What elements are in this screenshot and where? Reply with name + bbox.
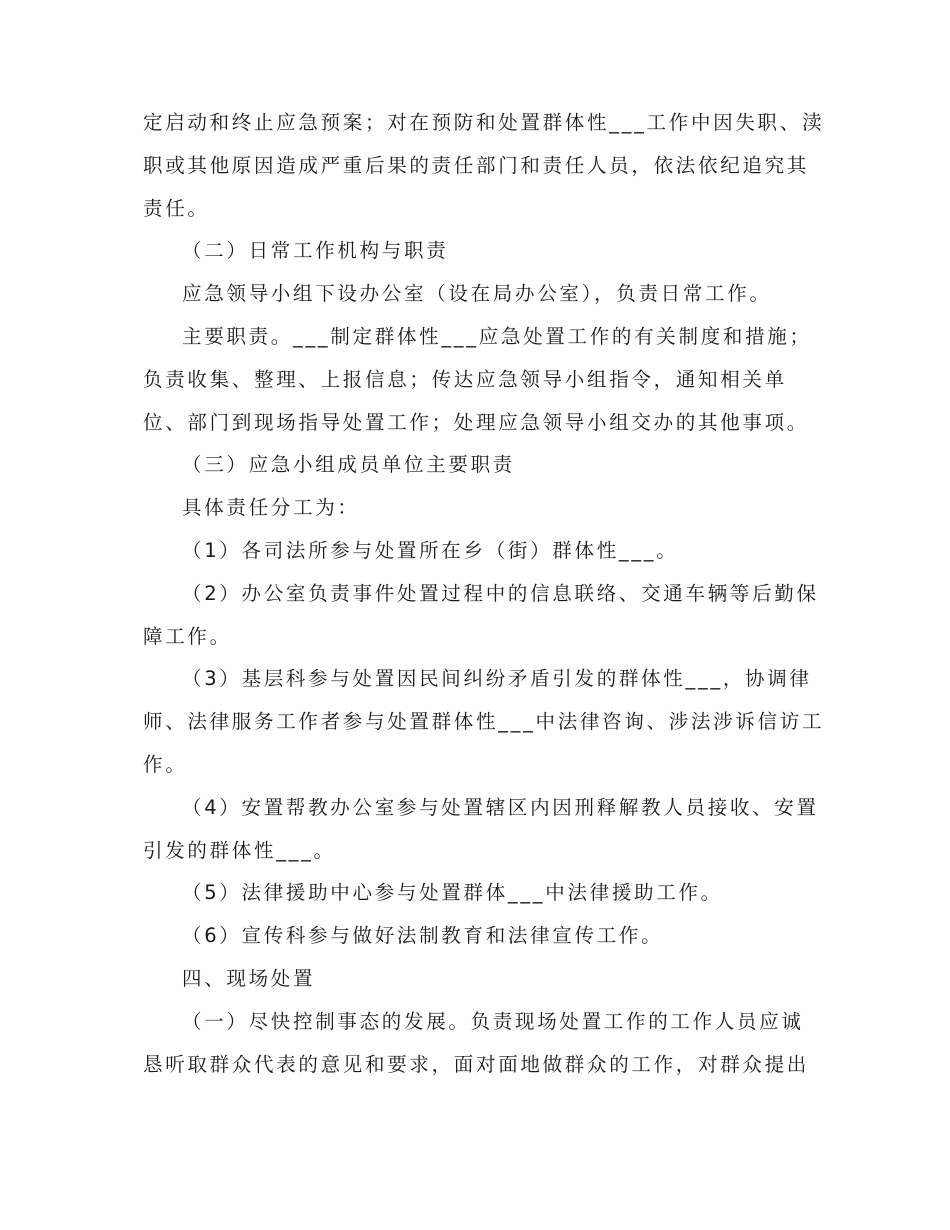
document-body (143, 102, 825, 1086)
text-line: （6）宣传科参与做好法制教育和法律宣传工作。 (182, 924, 664, 948)
text-line: 负责收集、整理、上报信息；传达应急领导小组指令，通知相关单 (143, 367, 787, 391)
text-line: （二）日常工作机构与职责 (182, 239, 449, 263)
text-line: 师、法律服务工作者参与处置群体性___中法律咨询、涉法涉诉信访工 (143, 710, 825, 734)
text-line: 四、现场处置 (182, 966, 316, 990)
section-heading (143, 444, 813, 487)
list-item (143, 787, 819, 873)
text-line: （一）尽快控制事态的发展。负责现场处置工作的工作人员应诚 (182, 1009, 804, 1033)
paragraph (143, 1001, 813, 1087)
text-line: 作。 (143, 752, 188, 776)
text-line: 障工作。 (143, 624, 232, 648)
text-line: （三）应急小组成员单位主要职责 (182, 453, 516, 477)
section-heading (143, 958, 813, 1001)
text-line: 定启动和终止应急预案；对在预防和处置群体性___工作中因失职、渎 (143, 111, 825, 134)
list-item (143, 872, 813, 915)
paragraph (143, 316, 813, 444)
text-line: （3）基层科参与处置因民间纠纷矛盾引发的群体性___，协调律 (182, 667, 812, 691)
text-line: 位、部门到现场指导处置工作；处理应急领导小组交办的其他事项。 (143, 410, 810, 434)
text-line: 引发的群体性___。 (143, 838, 336, 862)
list-item (143, 658, 825, 786)
text-line: （2）办公室负责事件处置过程中的信息联络、交通车辆等后勤保 (182, 581, 819, 605)
text-line: 恳听取群众代表的意见和要求，面对面地做群众的工作，对群众提出 (143, 1052, 810, 1076)
text-line: （1）各司法所参与处置所在乡（街）群体性___。 (182, 538, 679, 562)
text-line: 应急领导小组下设办公室（设在局办公室），负责日常工作。 (182, 282, 772, 306)
text-line: 责任。 (143, 196, 210, 220)
list-item (143, 573, 819, 659)
paragraph (143, 487, 813, 530)
paragraph (143, 102, 825, 230)
text-line: （5）法律援助中心参与处置群体___中法律援助工作。 (182, 881, 723, 905)
text-line: 职或其他原因造成严重后果的责任部门和责任人员，依法依纪追究其 (143, 153, 810, 177)
list-item (143, 530, 813, 573)
paragraph (143, 273, 813, 316)
list-item (143, 915, 813, 958)
text-line: （4）安置帮教办公室参与处置辖区内因刑释解教人员接收、安置 (182, 795, 819, 819)
section-heading (143, 230, 813, 273)
text-line: 主要职责。___制定群体性___应急处置工作的有关制度和措施； (182, 324, 812, 348)
text-line: 具体责任分工为： (182, 496, 360, 520)
